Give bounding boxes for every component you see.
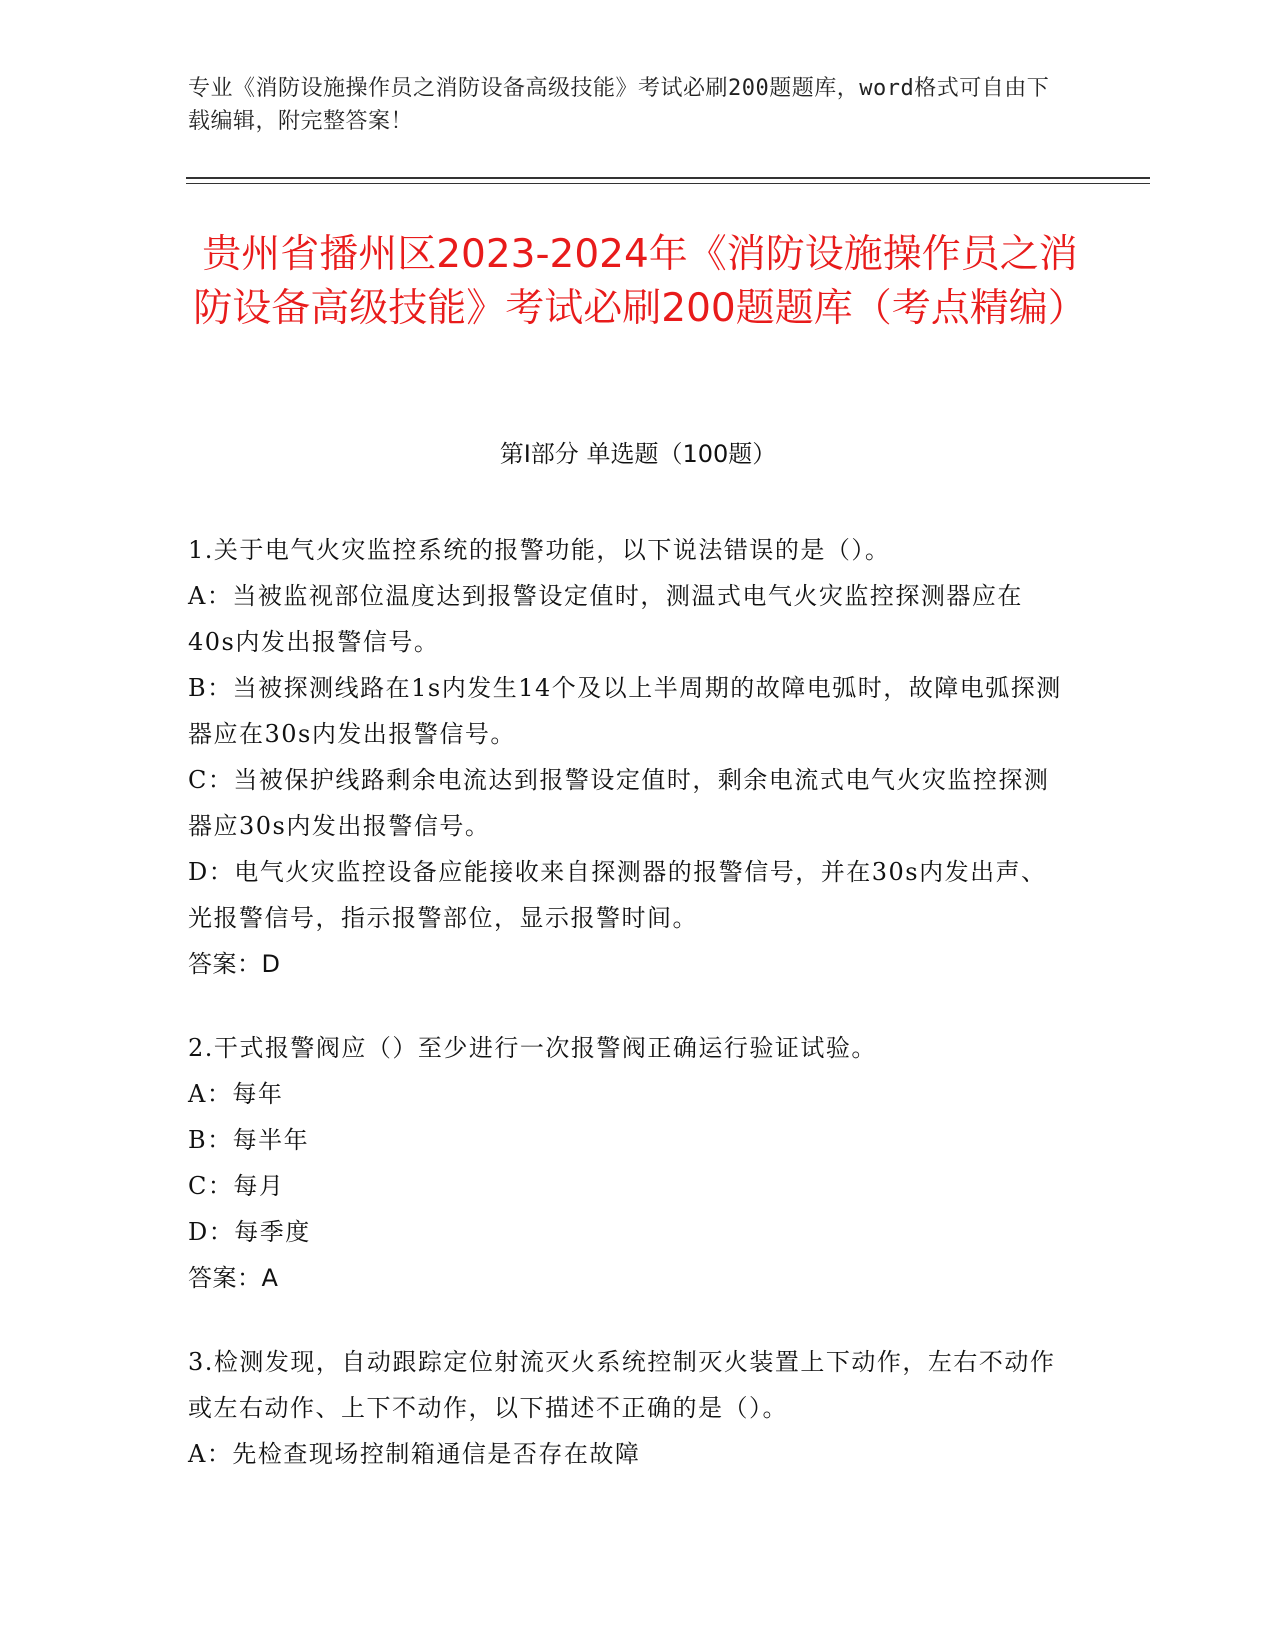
question-2 (188, 1025, 1068, 1301)
header-note: 专业《消防设施操作员之消防设备高级技能》考试必刷200题题库，word格式可自由下载编辑，附完整答案！ (188, 76, 1050, 134)
option-a: A：当被监视部位温度达到报警设定值时，测温式电气火灾监控探测器应在40s内发出报警信号。 (188, 582, 1023, 656)
option-d: D：电气火灾监控设备应能接收来自探测器的报警信号，并在30s内发出声、光报警信号，指示报警部位，显示报警时间。 (188, 858, 1047, 932)
answer: 答案：A (188, 1264, 279, 1292)
question-3 (188, 1339, 1068, 1477)
option-c: C：当被保护线路剩余电流达到报警设定值时，剩余电流式电气火灾监控探测器应30s内发出报警信号。 (188, 766, 1050, 840)
question-1 (188, 527, 1068, 987)
option-d: D：每季度 (188, 1218, 311, 1246)
option-a: A：先检查现场控制箱通信是否存在故障 (188, 1440, 641, 1468)
document-title: 贵州省播州区2023-2024年《消防设施操作员之消防设备高级技能》考试必刷200题题库（考点精编） (193, 232, 1087, 331)
question-stem: 3.检测发现，自动跟踪定位射流灭火系统控制灭火装置上下动作，左右不动作或左右动作、上下不动作，以下描述不正确的是（）。 (188, 1348, 1056, 1422)
question-stem: 2.干式报警阀应（）至少进行一次报警阀正确运行验证试验。 (188, 1034, 877, 1062)
option-b: B：每半年 (188, 1126, 310, 1154)
header-divider-thin (186, 183, 1150, 184)
section-heading: 第I部分 单选题（100题） (499, 440, 777, 468)
question-list (188, 527, 1068, 1515)
header-divider-thick (186, 177, 1150, 179)
option-c: C：每月 (188, 1172, 285, 1200)
answer: 答案：D (188, 950, 281, 978)
option-b: B：当被探测线路在1s内发生14个及以上半周期的故障电弧时，故障电弧探测器应在30s内发出报警信号。 (188, 674, 1062, 748)
option-a: A：每年 (188, 1080, 284, 1108)
question-stem: 1.关于电气火灾监控系统的报警功能，以下说法错误的是（）。 (188, 536, 891, 564)
